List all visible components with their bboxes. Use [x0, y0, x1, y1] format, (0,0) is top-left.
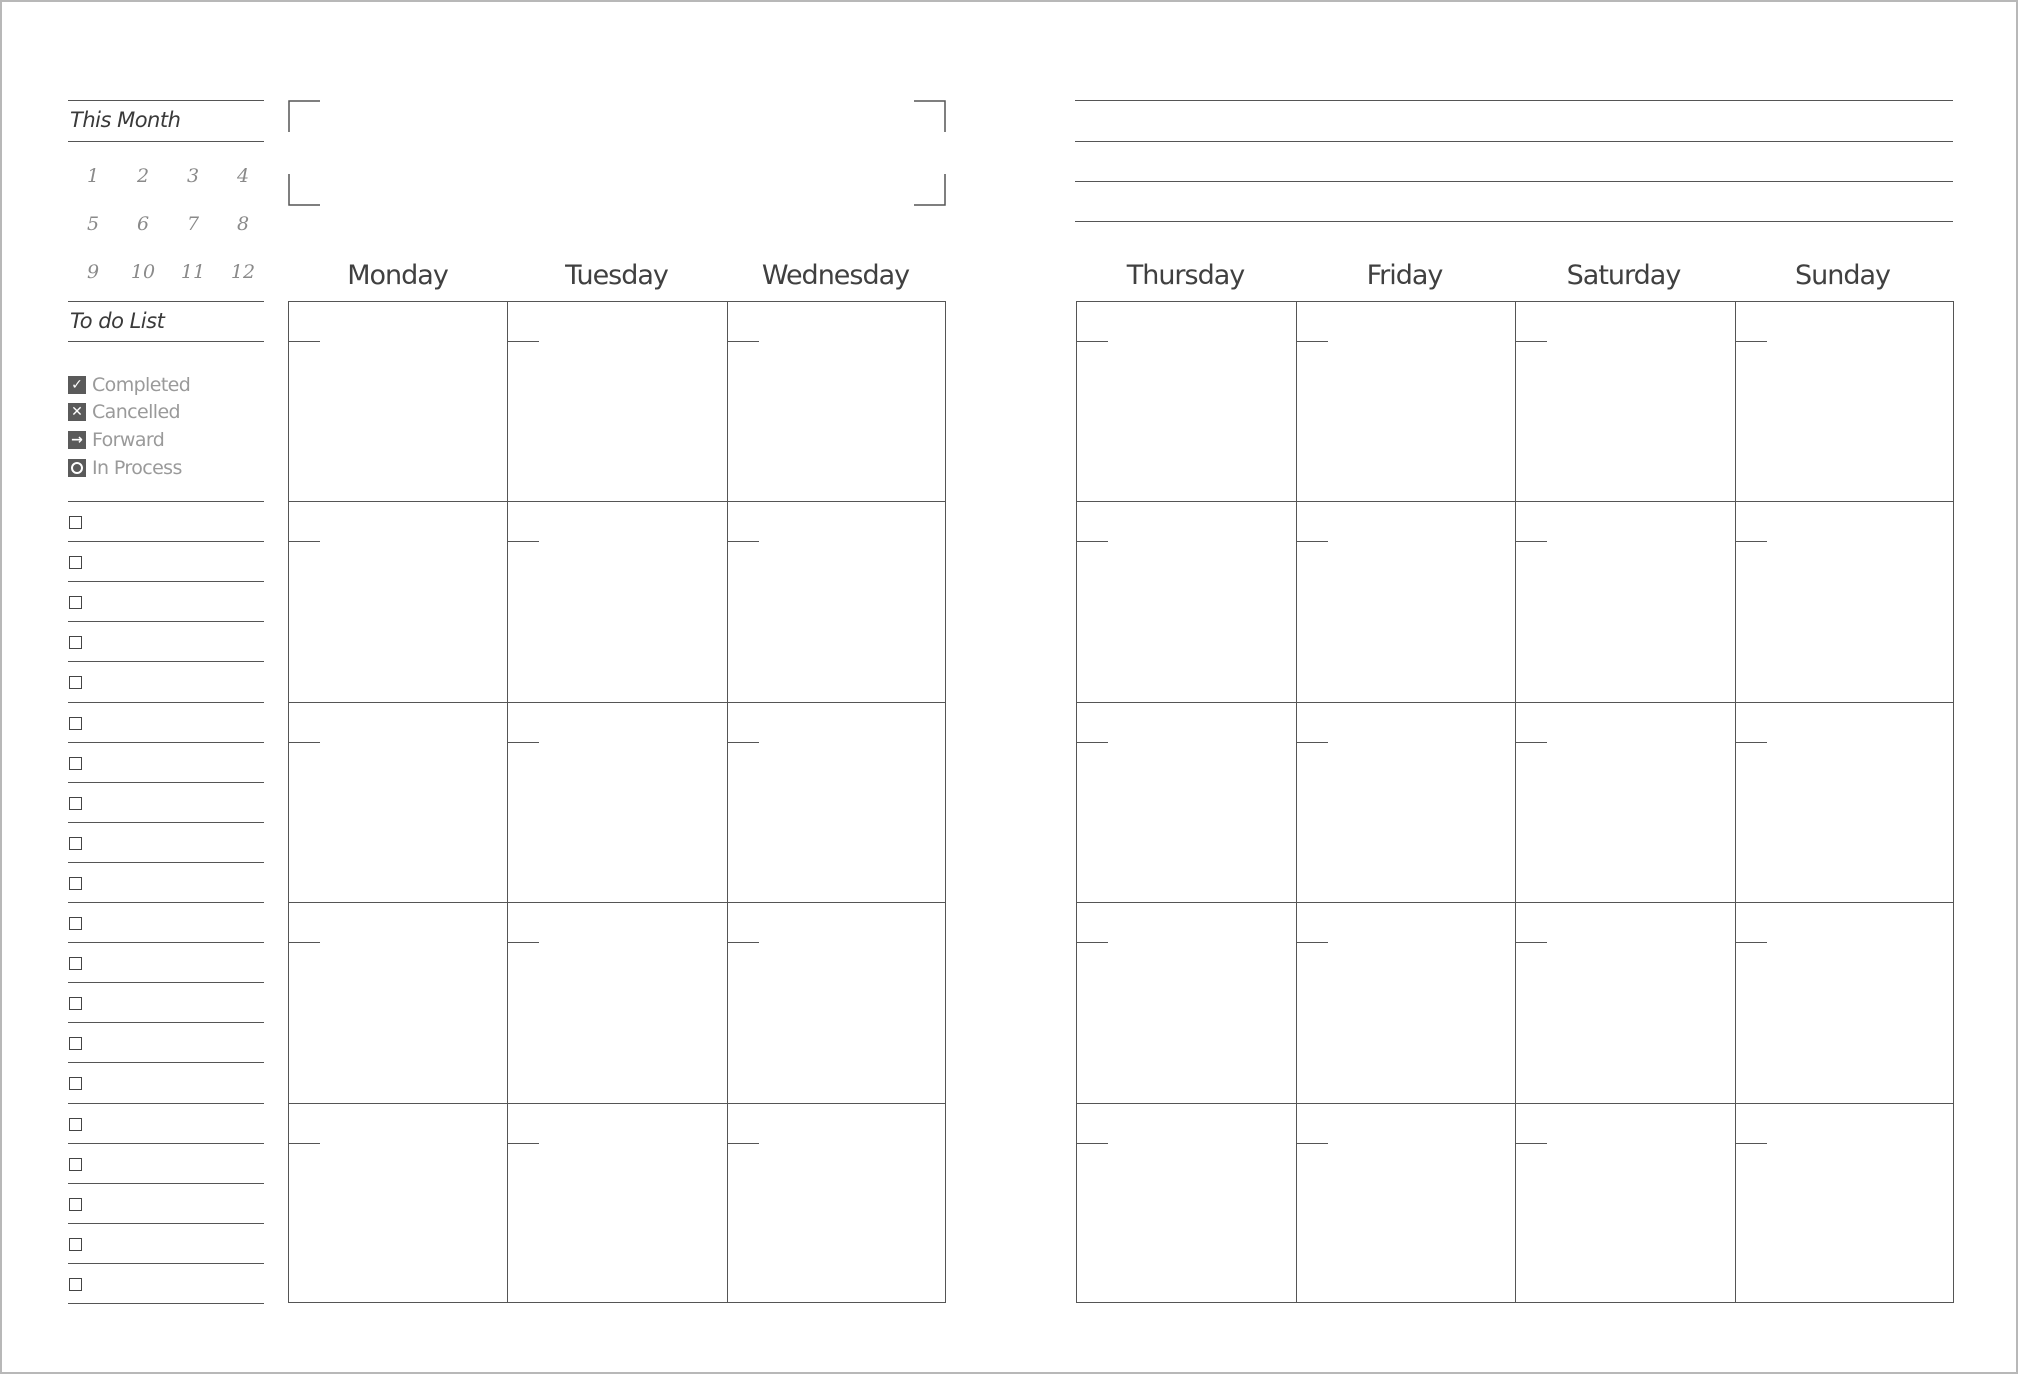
todo-top-rule: [68, 301, 264, 302]
calendar-day-cell[interactable]: [507, 301, 726, 501]
todo-line[interactable]: [68, 822, 264, 823]
date-number-line: [1296, 1143, 1328, 1144]
todo-line[interactable]: [68, 742, 264, 743]
legend-in-process: [68, 454, 190, 482]
todo-line[interactable]: [68, 1062, 264, 1063]
date-number-line: [1076, 1143, 1108, 1144]
todo-line[interactable]: [68, 902, 264, 903]
todo-line[interactable]: [68, 1263, 264, 1264]
calendar-day-cell[interactable]: [1735, 902, 1955, 1102]
day-header-wednesday: Wednesday: [761, 260, 910, 291]
calendar-day-cell[interactable]: [1076, 501, 1296, 701]
date-number-line: [288, 742, 320, 743]
calendar-day-cell[interactable]: [1296, 702, 1516, 902]
todo-line[interactable]: [68, 541, 264, 542]
date-number-line: [1515, 742, 1547, 743]
calendar-day-cell[interactable]: [1515, 301, 1735, 501]
date-number-line: [727, 541, 759, 542]
calendar-day-cell[interactable]: [727, 702, 946, 902]
legend-completed: [68, 371, 190, 399]
date-number-line: [507, 942, 539, 943]
calendar-day-cell[interactable]: [1515, 702, 1735, 902]
month-number[interactable]: 3: [186, 165, 200, 187]
todo-line[interactable]: [68, 702, 264, 703]
todo-line[interactable]: [68, 1303, 264, 1304]
calendar-day-cell[interactable]: [288, 702, 507, 902]
date-number-line: [1076, 541, 1108, 542]
todo-line[interactable]: [68, 1223, 264, 1224]
date-number-line: [1076, 742, 1108, 743]
notes-bracket-bottom-right: [914, 174, 946, 206]
month-number[interactable]: 4: [236, 165, 250, 187]
date-number-line: [1735, 341, 1767, 342]
todo-checkbox[interactable]: [69, 837, 82, 850]
calendar-day-cell[interactable]: [507, 1103, 726, 1303]
date-number-line: [1735, 942, 1767, 943]
calendar-day-cell[interactable]: [288, 1103, 507, 1303]
legend-label: Completed: [92, 373, 191, 396]
calendar-day-cell[interactable]: [1735, 702, 1955, 902]
date-number-line: [288, 541, 320, 542]
calendar-day-cell[interactable]: [1296, 501, 1516, 701]
todo-line[interactable]: [68, 621, 264, 622]
todo-checkbox[interactable]: [69, 1238, 82, 1251]
calendar-day-cell[interactable]: [1296, 902, 1516, 1102]
todo-checkbox[interactable]: [69, 596, 82, 609]
month-number[interactable]: 8: [236, 213, 250, 235]
month-number[interactable]: 5: [86, 213, 100, 235]
calendar-day-cell[interactable]: [288, 501, 507, 701]
month-grid: [68, 152, 268, 296]
month-number[interactable]: 11: [180, 261, 206, 283]
date-number-line: [727, 742, 759, 743]
day-header-saturday: Saturday: [1566, 260, 1681, 291]
todo-checkbox[interactable]: [69, 516, 82, 529]
date-number-line: [1515, 341, 1547, 342]
todo-checkbox[interactable]: [69, 1278, 82, 1291]
todo-line[interactable]: [68, 1183, 264, 1184]
todo-checkbox[interactable]: [69, 877, 82, 890]
calendar-day-cell[interactable]: [1735, 1103, 1955, 1303]
calendar-day-cell[interactable]: [1076, 301, 1296, 501]
calendar-day-cell[interactable]: [1735, 501, 1955, 701]
month-number[interactable]: 6: [136, 213, 150, 235]
calendar-day-cell[interactable]: [288, 902, 507, 1102]
date-number-line: [288, 1143, 320, 1144]
arrow-right-icon: →: [68, 431, 86, 449]
notes-bracket-top-right: [914, 100, 946, 132]
month-number[interactable]: 10: [130, 261, 156, 283]
todo-line[interactable]: [68, 581, 264, 582]
todo-checkbox[interactable]: [69, 1118, 82, 1131]
legend-label: Forward: [92, 428, 165, 451]
legend-cancelled: [68, 399, 190, 427]
calendar-day-cell[interactable]: [1076, 702, 1296, 902]
date-number-line: [1515, 1143, 1547, 1144]
month-number[interactable]: 12: [230, 261, 256, 283]
date-number-line: [727, 942, 759, 943]
this-month-title: This Month: [70, 108, 181, 132]
todo-line[interactable]: [68, 782, 264, 783]
todo-checkbox[interactable]: [69, 717, 82, 730]
calendar-day-cell[interactable]: [727, 301, 946, 501]
todo-checkbox[interactable]: [69, 957, 82, 970]
todo-checkbox[interactable]: [69, 1198, 82, 1211]
this-month-rule: [68, 141, 264, 142]
todo-line[interactable]: [68, 1022, 264, 1023]
date-number-line: [1515, 541, 1547, 542]
month-number[interactable]: 9: [86, 261, 100, 283]
calendar-day-cell[interactable]: [1515, 902, 1735, 1102]
todo-checkbox[interactable]: [69, 997, 82, 1010]
date-number-line: [1296, 541, 1328, 542]
date-number-line: [507, 541, 539, 542]
todo-checkbox[interactable]: [69, 757, 82, 770]
todo-checkbox[interactable]: [69, 1158, 82, 1171]
day-header-thursday: Thursday: [1126, 260, 1245, 291]
date-number-line: [1735, 742, 1767, 743]
legend-label: Cancelled: [92, 401, 180, 424]
date-number-line: [1515, 942, 1547, 943]
legend-forward: [68, 426, 190, 454]
date-number-line: [1296, 341, 1328, 342]
todo-checkbox[interactable]: [69, 676, 82, 689]
calendar-day-cell[interactable]: [1076, 1103, 1296, 1303]
todo-checkbox[interactable]: [69, 636, 82, 649]
date-number-line: [1296, 942, 1328, 943]
todo-checkbox[interactable]: [69, 1077, 82, 1090]
notes-bracket-bottom-left: [288, 174, 320, 206]
cross-icon: ✕: [68, 403, 86, 421]
date-number-line: [507, 341, 539, 342]
month-number[interactable]: 2: [136, 165, 150, 187]
todo-checkbox[interactable]: [69, 797, 82, 810]
calendar-day-cell[interactable]: [727, 902, 946, 1102]
calendar-day-cell[interactable]: [1735, 301, 1955, 501]
notes-line[interactable]: [1075, 100, 1953, 101]
day-header-monday: Monday: [347, 260, 448, 291]
todo-title-rule: [68, 341, 264, 342]
date-number-line: [1735, 1143, 1767, 1144]
todo-line[interactable]: [68, 661, 264, 662]
circle-icon: [68, 459, 86, 477]
notes-line[interactable]: [1075, 141, 1953, 142]
date-number-line: [507, 1143, 539, 1144]
notes-line[interactable]: [1075, 181, 1953, 182]
notes-bracket-top-left: [288, 100, 320, 132]
checkmark-icon: ✓: [68, 376, 86, 394]
date-number-line: [727, 1143, 759, 1144]
todo-checkbox[interactable]: [69, 556, 82, 569]
month-number[interactable]: 1: [86, 165, 100, 187]
todo-checkbox[interactable]: [69, 1037, 82, 1050]
day-header-friday: Friday: [1366, 260, 1443, 291]
calendar-day-cell[interactable]: [1515, 501, 1735, 701]
date-number-line: [1076, 942, 1108, 943]
date-number-line: [1076, 341, 1108, 342]
todo-checkbox[interactable]: [69, 917, 82, 930]
legend-label: In Process: [92, 456, 182, 479]
sidebar-top-rule: [68, 100, 264, 101]
calendar-day-cell[interactable]: [507, 902, 726, 1102]
calendar-day-cell[interactable]: [1296, 1103, 1516, 1303]
calendar-day-cell[interactable]: [507, 702, 726, 902]
todo-line[interactable]: [68, 1103, 264, 1104]
calendar-day-cell[interactable]: [1515, 1103, 1735, 1303]
todo-line[interactable]: [68, 982, 264, 983]
date-number-line: [507, 742, 539, 743]
date-number-line: [1735, 541, 1767, 542]
todo-line[interactable]: [68, 862, 264, 863]
calendar-day-cell[interactable]: [288, 301, 507, 501]
todo-rule: [68, 501, 264, 502]
todo-line[interactable]: [68, 1143, 264, 1144]
calendar-day-cell[interactable]: [727, 1103, 946, 1303]
date-number-line: [288, 341, 320, 342]
month-number[interactable]: 7: [186, 213, 200, 235]
calendar-day-cell[interactable]: [727, 501, 946, 701]
calendar-day-cell[interactable]: [1296, 301, 1516, 501]
todo-line[interactable]: [68, 942, 264, 943]
date-number-line: [288, 942, 320, 943]
notes-line[interactable]: [1075, 221, 1953, 222]
calendar-day-cell[interactable]: [507, 501, 726, 701]
date-number-line: [1296, 742, 1328, 743]
day-header-tuesday: Tuesday: [565, 260, 668, 291]
status-legend: [68, 371, 190, 481]
calendar-day-cell[interactable]: [1076, 902, 1296, 1102]
todo-title: To do List: [70, 309, 165, 333]
date-number-line: [727, 341, 759, 342]
day-header-sunday: Sunday: [1794, 260, 1891, 291]
